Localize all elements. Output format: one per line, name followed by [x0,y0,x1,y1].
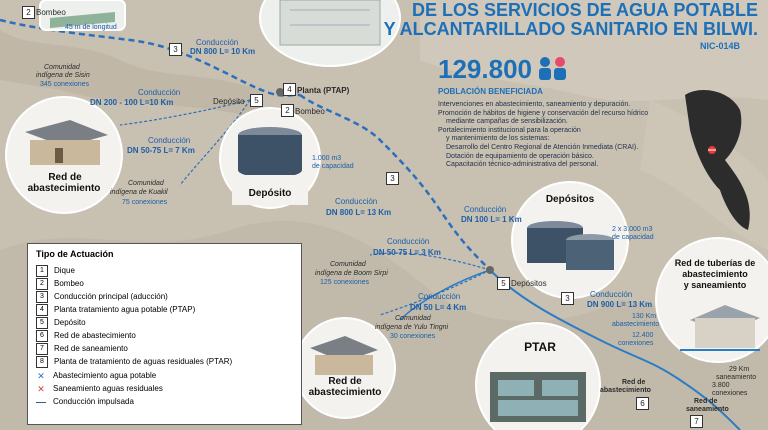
circle-title: abastecimiento [308,387,382,398]
label-connections: conexiones [618,340,654,347]
label-capacity: 1.000 m3 [312,155,342,162]
legend-item [36,304,195,316]
number-box: 2 [22,6,35,19]
number-box: 3 [386,172,399,185]
circle-title: Depósitos [545,194,595,205]
legend-item [36,343,128,355]
label-community: Comunidad [330,261,366,268]
label-community: indígena de Sisin [36,72,90,79]
legend-label: Planta de tratamiento de aguas residuales (PTAR) [54,357,233,367]
legend-title: Tipo de Actuación [36,249,114,259]
label-conduccion: Conducción [387,237,430,246]
legend-number: 4 [36,304,48,316]
legend-item [36,330,136,342]
legend-number: 3 [36,291,48,303]
bullet-list [438,101,738,170]
label-conduccion: Conducción [138,88,181,97]
label-dn: DN 100 L= 1 Km [461,215,522,224]
label-connections: 3.800 [712,382,730,389]
label-capacity: 2 x 3.000 m3 [612,226,653,233]
number-box: 2 [281,104,294,117]
label-dn: DN 200 - 100 L=10 Km [90,98,174,107]
population-label: POBLACIÓN BENEFICIADA [438,87,543,96]
label-dn: DN 900 L= 13 Km [587,300,653,309]
legend-label: Conducción impulsada [53,397,134,407]
label-dn: DN 800 L= 13 Km [326,208,392,217]
label-type: saneamiento [716,374,757,381]
dashed-line-icon: ‒‒ [36,397,47,407]
legend-label: Red de abastecimiento [54,331,136,341]
label-capacity: de capacidad [312,163,354,170]
label-connections: 12.400 [632,332,654,339]
label-connections: 345 conexiones [40,81,90,88]
legend-item [36,317,86,329]
legend-label: Red de saneamiento [54,344,128,354]
label-conduccion: Conducción [148,136,191,145]
legend-panel [27,243,302,425]
bullet-item: mediante campañas de sensibilización. [446,118,568,126]
legend-number: 8 [36,356,48,368]
legend-label: Conducción principal (aducción) [54,292,168,302]
legend-label: Dique [54,266,75,276]
label-dn: DN 800 L= 10 Km [190,47,256,56]
label-deposito: Depósito [213,97,245,106]
number-box: 7 [690,415,703,428]
bullet-item: Intervenciones en abastecimiento, saneamiento y depuración. [438,101,631,108]
legend-label: Abastecimiento agua potable [53,371,157,381]
circle-title: abastecimiento [27,183,101,194]
legend-item [36,356,232,368]
legend-label: Bombeo [54,279,84,289]
label-bombeo: Bombeo [295,107,325,116]
circle-title: PTAR [524,340,556,354]
bullet-item: Capacitación técnico-administrativa del personal. [446,161,599,169]
circle-title: Red de [328,376,362,387]
label-connections: conexiones [712,390,748,397]
number-box: 4 [283,83,296,96]
label-dn: DN 50 L= 4 Km [410,303,467,312]
legend-number: 7 [36,343,48,355]
label-length: 45 m de longitud [65,24,117,31]
label-community: indígena de Kuakil [110,189,168,196]
title-line-1: DE LOS SERVICIOS DE AGUA POTABLE [411,0,758,20]
label-dn: DN 50-75 L= 3 Km [373,248,441,257]
label-community: Comunidad [395,315,431,322]
label-conduccion: Conducción [335,197,378,206]
label-capacity: de capacidad [612,234,654,241]
legend-item [36,278,84,290]
bullet-item: Promoción de hábitos de higiene y conservación del recurso hídrico [438,109,649,117]
label-red: saneamiento [686,406,729,413]
label-red: Red de [622,379,646,386]
legend-item [36,265,75,277]
legend-symbol-row [36,396,134,408]
circle-title: Red de tuberías de [674,258,756,268]
label-connections: 30 conexiones [390,333,436,340]
legend-label: Planta tratamiento agua potable (PTAP) [54,305,196,315]
red-x-icon: ✕ [37,384,45,394]
circle-title: abastecimiento [682,269,748,279]
label-conduccion: Conducción [418,292,461,301]
number-box: 5 [497,277,510,290]
bullet-item: Portalecimiento institucional para la operación [438,126,581,134]
label-type: abastecimiento [612,321,660,328]
label-community: indígena de Yulu Tingni [375,324,449,331]
population-number: 129.800 [438,54,532,84]
number-box: 3 [169,43,182,56]
bullet-item: Desarrollo del Centro Regional de Atención Inmediata (CRAI). [446,143,639,151]
label-community: Comunidad [128,180,164,187]
label-community: indígena de Boom Sirpi [315,270,388,277]
label-community: Comunidad [44,64,80,71]
legend-item [36,291,168,303]
blue-x-icon: ✕ [37,371,45,381]
legend-symbol-row [36,383,163,395]
label-red: abastecimiento [600,387,651,394]
number-box: 5 [250,94,263,107]
legend-number: 5 [36,317,48,329]
label-conduccion: Conducción [464,205,507,214]
bullet-item: Dotación de equipamiento de operación básico. [446,152,594,160]
label-planta: Planta (PTAP) [297,86,350,95]
legend-symbol-row [36,370,156,382]
label-depositos: Depósitos [511,279,547,288]
title-line-2: Y ALCANTARILLADO SANITARIO EN BILWI. [383,19,758,39]
number-box: 3 [561,292,574,305]
circle-title: y saneamiento [683,280,747,290]
legend-number: 2 [36,278,48,290]
bullet-item: y mantenimiento de los sistemas: [446,135,550,143]
legend-label: Depósito [54,318,86,328]
project-code: NIC-014B [700,41,741,51]
legend-label: Saneamiento aguas residuales [53,384,163,394]
label-conduccion: Conducción [196,38,239,47]
circle-title: Red de [48,172,82,183]
label-red: Red de [694,398,718,405]
legend-number: 1 [36,265,48,277]
label-conduccion: Conducción [590,290,633,299]
legend-number: 6 [36,330,48,342]
circle-title: Depósito [248,188,292,199]
label-km: 29 Km [729,366,750,373]
number-box: 6 [636,397,649,410]
label-dn: DN 50-75 L= 7 Km [127,146,195,155]
label-connections: 125 conexiones [320,279,370,286]
label-km: 130 Km [632,313,657,320]
label-bombeo-top: Bombeo [36,8,66,17]
label-connections: 75 conexiones [122,199,168,206]
